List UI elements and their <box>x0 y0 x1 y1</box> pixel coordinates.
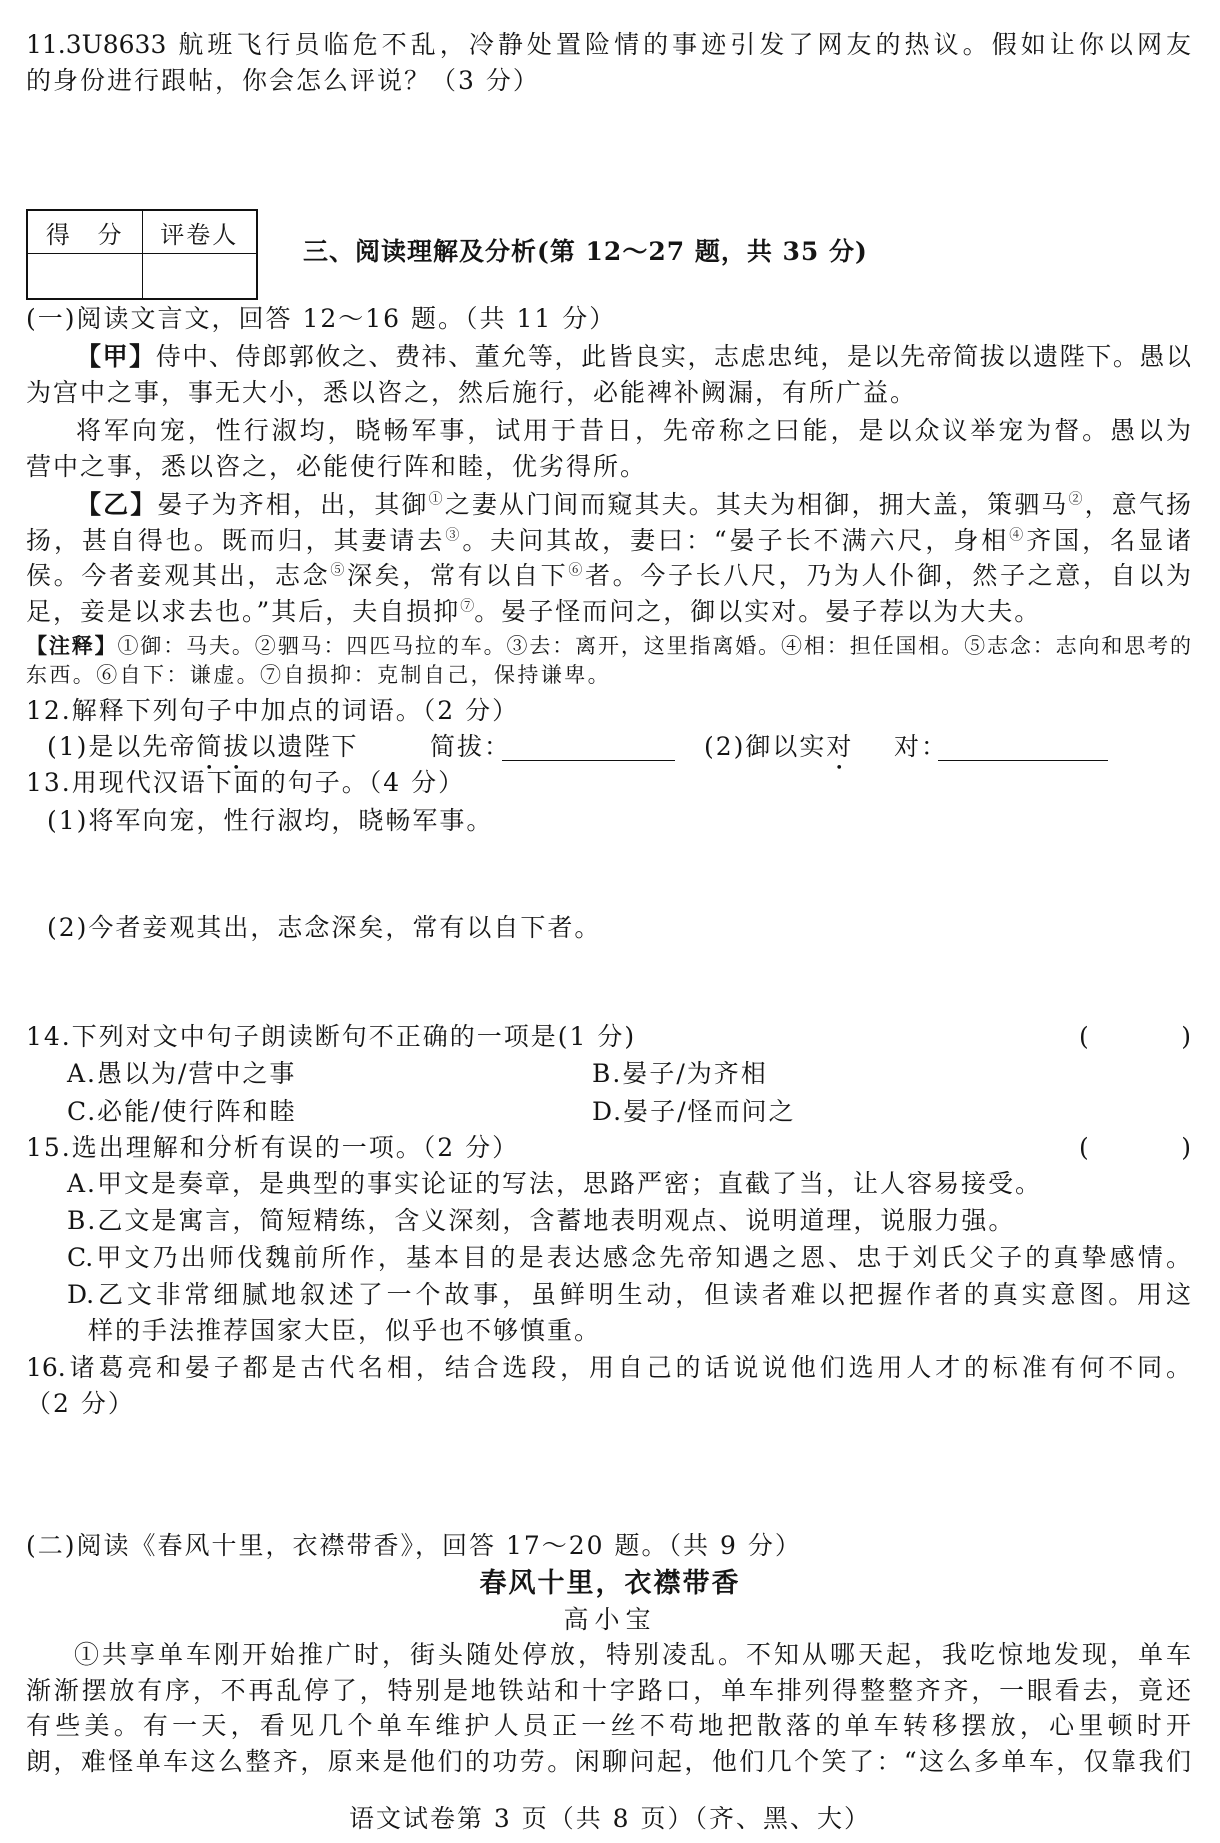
q12-items <box>0 729 1220 765</box>
q16-line-2: （2 分） <box>26 1388 135 1418</box>
article-p1-line-3: 有些美。有一天，看见几个单车维护人员正一丝不苟地把散落的单车转移摆放，心里顿时开 <box>26 1711 1191 1741</box>
annotations-line-2: 东西。⑥自下：谦虚。⑦自损抑：克制自己，保持谦卑。 <box>26 662 611 687</box>
q12-item-1-answer-blank <box>502 729 675 761</box>
passage-jia-p2-line-1: 将军向宠，性行淑均，晓畅军事，试用于昔日，先帝称之曰能，是以众议举宠为督。愚以为 <box>76 416 1191 445</box>
passage-jia-paragraph-1 <box>26 339 1191 410</box>
passage-jia-line-1-text: 侍中、侍郎郭攸之、费祎、董允等，此皆良实，志虑忠纯，是以先帝简拔以遗陛下。愚以 <box>155 342 1191 371</box>
q14-option-b: B.晏子/为齐相 <box>592 1059 768 1088</box>
part-2-intro <box>26 1528 1191 1564</box>
question-13 <box>26 765 1191 801</box>
q12-item-2-label: 对： <box>894 732 949 761</box>
part-2-intro-text: (二)阅读《春风十里，衣襟带香》，回答 17～20 题。（共 9 分） <box>26 1531 802 1560</box>
q15-answer-blank: ( ) <box>1079 1133 1191 1162</box>
q15-option-b <box>67 1203 1191 1239</box>
q14-options-row-2 <box>0 1094 1220 1130</box>
question-11 <box>26 27 1191 98</box>
q15-option-d-line-1: D.乙文非常细腻地叙述了一个故事，虽鲜明生动，但读者难以把握作者的真实意图。用这 <box>67 1280 1191 1309</box>
page-footer: 语文试卷第 3 页（共 8 页）（齐、黑、大） <box>348 1804 872 1833</box>
q13-item-1 <box>47 803 1191 839</box>
q13-item-2 <box>47 910 1191 946</box>
q15-option-a-text: A.甲文是奏章，是典型的事实论证的写法，思路严密；直截了当，让人容易接受。 <box>67 1169 1043 1198</box>
annotations-line-1 <box>26 631 1191 661</box>
question-12 <box>26 693 1191 729</box>
q13-item-1-text: (1)将军向宠，性行淑均，晓畅军事。 <box>47 806 494 835</box>
article-p1-line-1: ①共享单车刚开始推广时，街头随处停放，特别凌乱。不知从哪天起，我吃惊地发现，单车 <box>74 1640 1191 1669</box>
section-3-heading: 三、阅读理解及分析(第 12～27 题，共 35 分) <box>303 237 868 266</box>
score-box <box>26 209 258 300</box>
annotations-label: 【注释】 <box>26 633 118 658</box>
passage-jia-line-2: 为宫中之事，事无大小，悉以咨之，然后施行，必能裨补阙漏，有所广益。 <box>26 377 918 407</box>
passage-yi-line-4: 足，妾是以求去也。”其后，夫自损抑⑦。晏子怪而问之，御以实对。晏子荐以为大夫。 <box>26 596 1042 626</box>
q11-line-1: 11.3U8633 航班飞行员临危不乱，冷静处置险情的事迹引发了网友的热议。假如让你以网友 <box>26 30 1191 59</box>
footnote-marker: ① <box>428 491 445 508</box>
q16-line-1: 16.诸葛亮和晏子都是古代名相，结合选段，用自己的话说说他们选用人才的标准有何不同。 <box>26 1353 1191 1382</box>
passage-yi-label: 【乙】 <box>76 490 158 519</box>
q14-answer-blank: ( ) <box>1079 1022 1191 1051</box>
question-16 <box>26 1350 1191 1421</box>
q15-option-b-text: B.乙文是寓言，简短精练，含义深刻，含蓄地表明观点、说明道理，说服力强。 <box>67 1206 1016 1235</box>
annotations <box>26 631 1191 690</box>
footnote-marker: ⑦ <box>460 598 475 615</box>
annotations-line-1-text: ①御：马夫。②驷马：四匹马拉的车。③去：离开，这里指离婚。④相：担任国相。⑤志念：志向和思考的 <box>117 634 1192 658</box>
article-p1-line-2: 渐渐摆放有序，不再乱停了，特别是地铁站和十字路口，单车排列得整整齐齐，一眼看去，竟还 <box>26 1675 1191 1705</box>
q11-line-2: 的身份进行跟帖，你会怎么评说？（3 分） <box>26 65 540 95</box>
q15-stem: 15.选出理解和分析有误的一项。（2 分） <box>26 1133 520 1162</box>
q12-item-1-dotted-word: 简拔 <box>196 732 251 761</box>
passage-yi-line-1 <box>26 487 1191 523</box>
q13-item-2-text: (2)今者妾观其出，志念深矣，常有以自下者。 <box>47 913 602 942</box>
q14-option-a: A.愚以为/营中之事 <box>67 1059 297 1088</box>
article-p1-line-4: 朗，难怪单车这么整齐，原来是他们的功劳。闲聊问起，他们几个笑了：“这么多单车，仅靠我们 <box>26 1746 1191 1776</box>
passage-yi <box>26 487 1191 629</box>
part-1-intro-text: (一)阅读文言文，回答 12～16 题。（共 11 分） <box>26 304 617 333</box>
passage-jia-line-1 <box>26 339 1191 375</box>
q12-item-2-dotted-word: 对 <box>826 732 854 761</box>
footnote-marker: ⑤ <box>330 562 347 579</box>
passage-jia-label: 【甲】 <box>76 342 156 371</box>
q15-option-a <box>67 1166 1191 1202</box>
q12-stem: 12.解释下列句子中加点的词语。（2 分） <box>26 696 520 725</box>
score-label: 得 分 <box>27 210 142 254</box>
article-author: 高小宝 <box>563 1605 657 1634</box>
footnote-marker: ④ <box>1009 527 1027 544</box>
part-1-intro <box>26 301 1191 337</box>
question-15 <box>0 1130 1220 1166</box>
passage-yi-line-3: 侯。今者妾观其出，志念⑤深矣，常有以自下⑥者。今子长八尺，乃为人仆御，然子之意，自以为 <box>26 561 1191 591</box>
grader-label: 评卷人 <box>142 210 257 254</box>
passage-yi-line-1-text: 晏子为齐相，出，其御①之妻从门间而窥其夫。其夫为相御，拥大盖，策驷马②，意气扬 <box>157 490 1191 519</box>
q13-stem: 13.用现代汉语下面的句子。（4 分） <box>26 768 466 797</box>
q12-item-1-before: (1)是以先帝 <box>47 732 197 761</box>
footnote-marker: ③ <box>445 527 463 544</box>
passage-jia-paragraph-2 <box>26 413 1191 484</box>
q15-option-c <box>67 1240 1191 1276</box>
q14-options-row-1 <box>0 1056 1220 1092</box>
article-title: 春风十里，衣襟带香 <box>479 1568 741 1599</box>
q14-option-c: C.必能/使行阵和睦 <box>67 1097 297 1126</box>
q15-option-c-text: C.甲文乃出师伐魏前所作，基本目的是表达感念先帝知遇之恩、忠于刘氏父子的真挚感情。 <box>67 1243 1191 1272</box>
article-paragraph-1 <box>26 1637 1191 1779</box>
footnote-marker: ⑥ <box>568 562 585 579</box>
grader-cell <box>142 254 257 300</box>
q12-item-2-answer-blank <box>938 729 1108 761</box>
q12-item-1-label: 简拔： <box>430 732 512 761</box>
q15-option-d-line-2: 样的手法推荐国家大臣，似乎也不够慎重。 <box>88 1315 602 1345</box>
passage-yi-line-2: 扬，甚自得也。既而归，其妻请去③。夫问其故，妻曰：“晏子长不满六尺，身相④齐国，名显诸 <box>26 525 1192 555</box>
q12-item-2-before: (2)御以实 <box>704 732 827 761</box>
passage-jia-p2-line-2: 营中之事，悉以咨之，必能使行阵和睦，优劣得所。 <box>26 451 648 481</box>
q14-stem: 14.下列对文中句子朗读断句不正确的一项是(1 分) <box>26 1022 637 1051</box>
q15-option-d <box>67 1277 1191 1348</box>
question-14 <box>0 1019 1220 1055</box>
score-cell <box>27 254 142 300</box>
footnote-marker: ② <box>1068 491 1085 508</box>
q14-option-d: D.晏子/怪而问之 <box>592 1097 796 1126</box>
q12-item-1-after: 以遗陛下 <box>250 732 359 761</box>
